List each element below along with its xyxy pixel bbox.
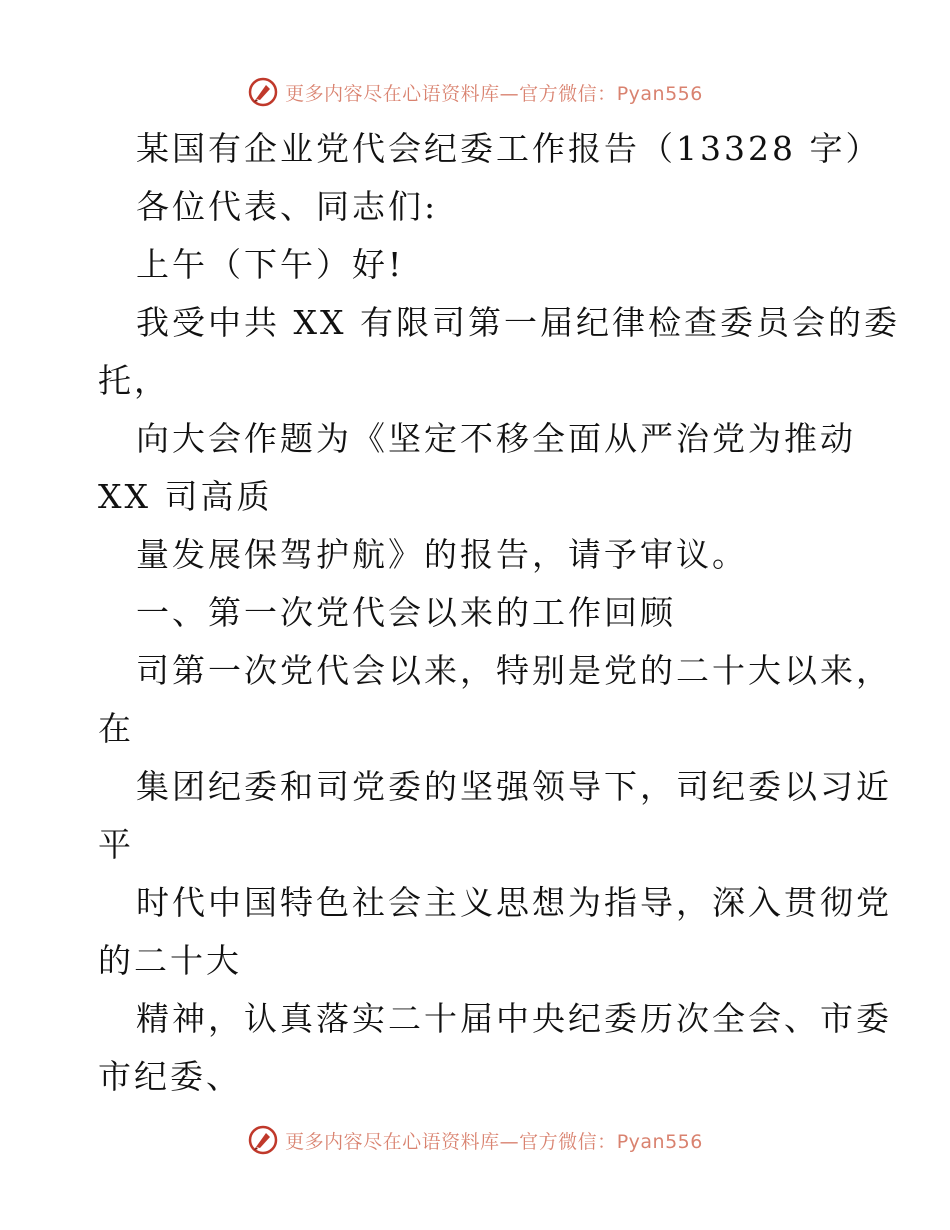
document-body (98, 120, 900, 1106)
text-line: XX 司高质 (98, 477, 273, 516)
watermark-dash: — (499, 82, 520, 105)
watermark-wechat-label: 官方微信： (519, 82, 617, 105)
text-line: 司第一次党代会以来，特别是党的二十大以来， (136, 651, 892, 690)
text-line: 集团纪委和司党委的坚强领导下，司纪委以习近 (136, 767, 892, 806)
text-line: 在 (98, 709, 134, 748)
text-line: 各位代表、同志们: (136, 187, 439, 226)
watermark-title: 更多内容尽在心语资料库 (285, 82, 500, 105)
text-line: 平 (98, 825, 134, 864)
watermark-account: Pyan556 (616, 82, 703, 105)
text-line: 托， (98, 361, 170, 400)
watermark-account: Pyan556 (616, 1130, 703, 1153)
text-line: 市纪委、 (98, 1057, 242, 1096)
watermark-title: 更多内容尽在心语资料库 (285, 1130, 500, 1153)
text-line: 一、第一次党代会以来的工作回顾 (136, 593, 676, 632)
text-line: 我受中共 XX 有限司第一届纪律检查委员会的委 (136, 303, 900, 342)
pen-nib-icon (247, 1124, 279, 1156)
text-line: 量发展保驾护航》的报告，请予审议。 (136, 535, 748, 574)
text-line: 某国有企业党代会纪委工作报告（13328 字） (136, 129, 882, 168)
watermark-dash: — (499, 1130, 520, 1153)
watermark-text (285, 1127, 703, 1154)
text-line: 时代中国特色社会主义思想为指导，深入贯彻党 (136, 883, 892, 922)
pen-nib-icon (247, 76, 279, 108)
text-line: 的二十大 (98, 941, 242, 980)
watermark-wechat-label: 官方微信： (519, 1130, 617, 1153)
text-line: 精神，认真落实二十届中央纪委历次全会、市委 (136, 999, 892, 1038)
text-line: 向大会作题为《坚定不移全面从严治党为推动 (136, 419, 856, 458)
header-watermark (0, 72, 950, 112)
watermark-text (285, 79, 703, 106)
text-line: 上午（下午）好! (136, 245, 405, 284)
footer-watermark (0, 1120, 950, 1160)
